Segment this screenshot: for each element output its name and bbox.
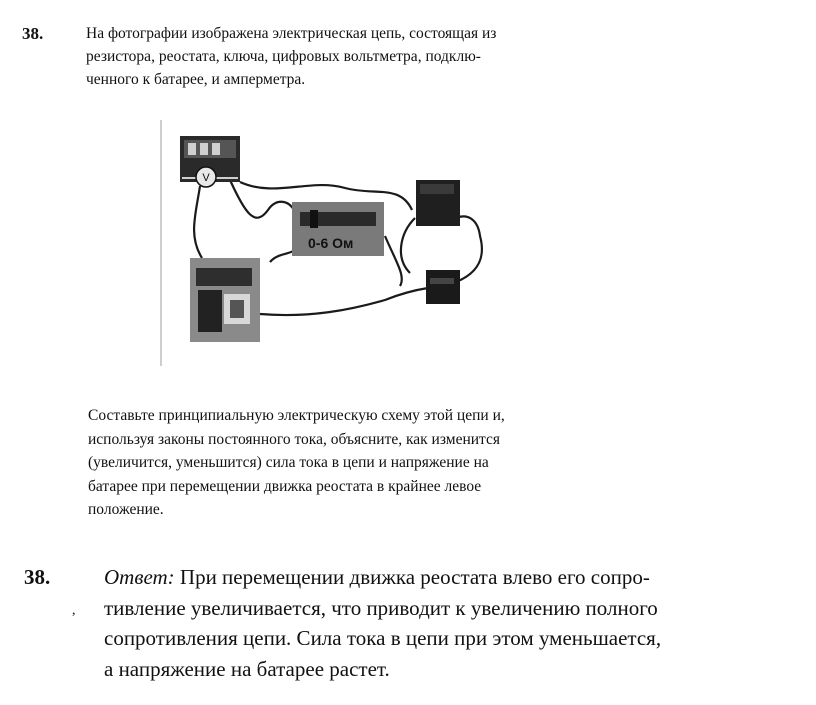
wire — [260, 288, 428, 315]
answer-number: 38. — [24, 565, 51, 589]
task-line: батарее при перемещении движка реостата в крайнее левое — [88, 477, 482, 495]
answer-label: Ответ: — [104, 565, 175, 589]
wire — [194, 186, 202, 258]
ammeter — [190, 258, 260, 342]
switch-body — [426, 270, 460, 304]
task-line: (увеличится, уменьшится) сила тока в цепи и напряжение на — [88, 454, 489, 471]
ammeter-display — [196, 268, 252, 286]
answer-line: а напряжение на батарее растет. — [104, 656, 390, 681]
circuit-photo — [160, 118, 500, 370]
wire — [385, 236, 402, 286]
voltmeter-digit — [200, 143, 208, 155]
voltmeter — [180, 136, 240, 187]
resistor — [416, 180, 460, 226]
task-line: используя законы постоянного тока, объясните, как изменится — [88, 430, 501, 448]
voltmeter-digit — [212, 143, 220, 155]
answer-line — [104, 562, 724, 593]
resistor-top — [420, 184, 454, 194]
question-line: На фотографии изображена электрическая цепь, состоящая из — [86, 25, 497, 42]
question-text — [86, 22, 586, 91]
ammeter-window-inner — [230, 300, 244, 318]
answer-text — [104, 562, 724, 684]
wire — [401, 218, 415, 273]
switch — [426, 270, 460, 304]
switch-lever — [430, 278, 454, 284]
answer-line: тивление увеличивается, что приводит к увеличению полного — [104, 595, 658, 620]
question-line: ченного к батарее, и амперметра. — [86, 71, 306, 88]
answer-line-text: При перемещении движка реостата влево его сопро- — [174, 565, 650, 589]
voltmeter-digit — [188, 143, 196, 155]
rheostat-label: 0-6 Ом — [308, 235, 354, 251]
ammeter-panel — [198, 290, 222, 332]
rheostat — [292, 202, 384, 256]
question-number: 38. — [22, 24, 44, 43]
stray-mark: , — [72, 603, 76, 618]
question-line: резистора, реостата, ключа, цифровых вольтметра, подклю- — [86, 48, 481, 65]
wire — [230, 180, 294, 218]
task-line: Составьте принципиальную электрическую схему этой цепи и, — [88, 407, 505, 424]
answer-line: сопротивления цепи. Сила тока в цепи при этом уменьшается, — [104, 626, 662, 650]
voltmeter-symbol: V — [202, 172, 210, 184]
task-line: положение. — [88, 501, 164, 518]
rheostat-slider — [310, 210, 318, 228]
task-text — [88, 404, 588, 522]
circuit-photo-svg — [160, 118, 500, 370]
